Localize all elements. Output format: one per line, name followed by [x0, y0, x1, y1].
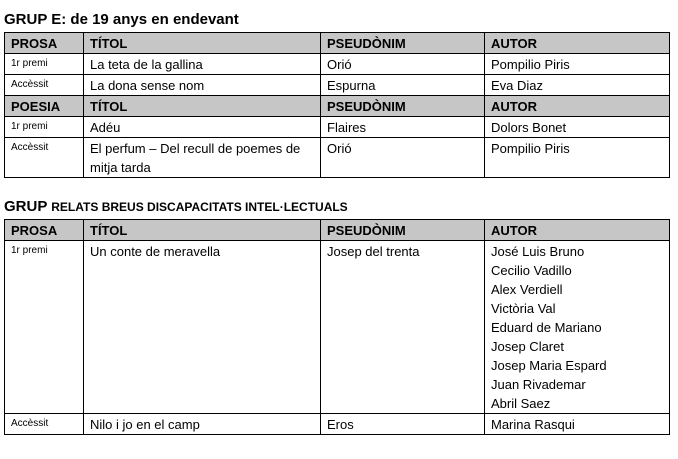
header-author: AUTOR	[485, 220, 670, 241]
author-cell: Marina Rasqui	[485, 414, 670, 435]
title-cell: Un conte de meravella	[84, 241, 321, 414]
group-relats-title-sub: RELATS BREUS DISCAPACITATS INTEL·LECTUALS	[51, 200, 348, 214]
table-header-row	[5, 96, 670, 117]
title-cell: La teta de la gallina	[84, 54, 321, 75]
group-relats-title	[4, 197, 669, 219]
title-cell: El perfum – Del recull de poemes de mitja tarda	[84, 138, 321, 178]
author-cell: Pompilio Piris	[485, 138, 670, 178]
title-cell: La dona sense nom	[84, 75, 321, 96]
author-name: Alex Verdiell	[491, 282, 563, 297]
author-name: Abril Saez	[491, 396, 551, 411]
author-list-cell	[485, 241, 670, 414]
author-name: Juan Rivademar	[491, 377, 586, 392]
header-pseudonym: PSEUDÒNIM	[321, 33, 485, 54]
header-pseudonym: PSEUDÒNIM	[321, 220, 485, 241]
group-e-title: GRUP E: de 19 anys en endevant	[4, 11, 239, 28]
table-row	[5, 138, 670, 178]
table-header-row	[5, 33, 670, 54]
author-name: Cecilio Vadillo	[491, 263, 572, 278]
pseudonym-cell: Orió	[321, 54, 485, 75]
author-name: José Luis Bruno	[491, 244, 585, 259]
header-pseudonym: PSEUDÒNIM	[321, 96, 485, 117]
prize-cell: Accèssit	[5, 138, 84, 178]
group-relats-section	[4, 197, 669, 435]
header-author: AUTOR	[485, 96, 670, 117]
author-name: Victòria Val	[491, 301, 556, 316]
header-title: TÍTOL	[84, 33, 321, 54]
group-e-table	[4, 32, 670, 178]
pseudonym-cell: Josep del trenta	[321, 241, 485, 414]
prize-cell: 1r premi	[5, 54, 84, 75]
author-cell: Eva Diaz	[485, 75, 670, 96]
author-name: Josep Maria Espard	[491, 358, 607, 373]
table-row	[5, 241, 670, 414]
table-row	[5, 414, 670, 435]
author-name: Josep Claret	[491, 339, 564, 354]
table-row	[5, 54, 670, 75]
header-category: PROSA	[5, 220, 84, 241]
table-header-row	[5, 220, 670, 241]
group-e-section	[4, 10, 669, 178]
author-name: Eduard de Mariano	[491, 320, 602, 335]
header-category: PROSA	[5, 33, 84, 54]
pseudonym-cell: Flaires	[321, 117, 485, 138]
pseudonym-cell: Orió	[321, 138, 485, 178]
prize-cell: Accèssit	[5, 75, 84, 96]
title-cell: Adéu	[84, 117, 321, 138]
prize-cell: Accèssit	[5, 414, 84, 435]
group-relats-table	[4, 219, 670, 435]
title-cell: Nilo i jo en el camp	[84, 414, 321, 435]
table-row	[5, 117, 670, 138]
header-title: TÍTOL	[84, 220, 321, 241]
author-cell: Pompilio Piris	[485, 54, 670, 75]
table-row	[5, 75, 670, 96]
prize-cell: 1r premi	[5, 241, 84, 414]
pseudonym-cell: Espurna	[321, 75, 485, 96]
group-relats-title-main: GRUP	[4, 198, 48, 215]
pseudonym-cell: Eros	[321, 414, 485, 435]
header-title: TÍTOL	[84, 96, 321, 117]
header-author: AUTOR	[485, 33, 670, 54]
prize-cell: 1r premi	[5, 117, 84, 138]
author-cell: Dolors Bonet	[485, 117, 670, 138]
header-category: POESIA	[5, 96, 84, 117]
